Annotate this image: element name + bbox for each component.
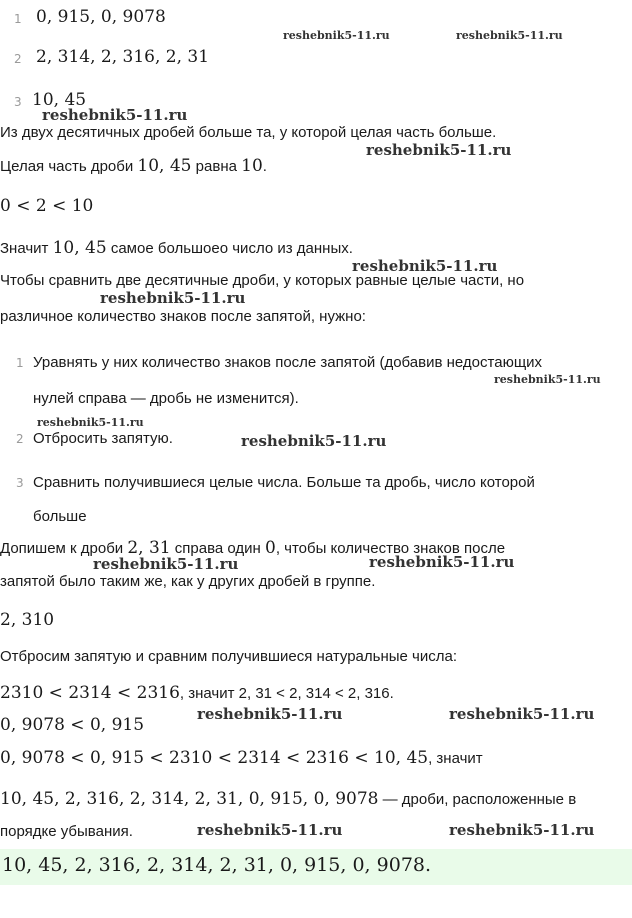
paragraph-line: Допишем к дроби 2, 31 справа один 0, чтобы количество знаков после	[0, 538, 506, 558]
answer-text: 10, 45, 2, 316, 2, 314, 2, 31, 0, 915, 0, 9078.	[2, 854, 432, 876]
watermark: reshebnik5-11.ru	[456, 29, 563, 42]
watermark: reshebnik5-11.ru	[241, 432, 387, 450]
list-number: 2	[16, 432, 24, 446]
inequality: 0, 9078 < 0, 915	[0, 715, 145, 735]
list-item-line: больше	[33, 508, 87, 525]
list-number: 2	[14, 52, 22, 66]
list-item-line: нулей справа — дробь не изменится).	[33, 390, 299, 407]
inequality: 2310 < 2314 < 2316, значит 2, 31 < 2, 314 < 2, 316.	[0, 683, 394, 703]
list-item-line: Отбросить запятую.	[33, 430, 173, 447]
math-expression: 2, 314, 2, 316, 2, 31	[36, 47, 210, 67]
watermark: reshebnik5-11.ru	[369, 553, 515, 571]
paragraph-line: различное количество знаков после запятой, нужно:	[0, 308, 366, 325]
list-item-line: Сравнить получившиеся целые числа. Больше та дробь, число которой	[33, 474, 535, 491]
paragraph: Целая часть дроби 10, 45 равна 10.	[0, 156, 267, 176]
list-number: 3	[14, 95, 22, 109]
list-number: 1	[16, 356, 24, 370]
watermark: reshebnik5-11.ru	[42, 106, 188, 124]
math-expression: 10, 45	[32, 90, 87, 110]
list-item-line: Уравнять у них количество знаков после запятой (добавив недостающих	[33, 354, 543, 371]
list-number: 3	[16, 476, 24, 490]
watermark: reshebnik5-11.ru	[283, 29, 390, 42]
watermark: reshebnik5-11.ru	[93, 555, 239, 573]
watermark: reshebnik5-11.ru	[494, 373, 601, 386]
paragraph: Значит 10, 45 самое большоео число из данных.	[0, 238, 353, 258]
list-number: 1	[14, 12, 22, 26]
watermark: reshebnik5-11.ru	[352, 257, 498, 275]
answer-box	[0, 849, 632, 885]
watermark: reshebnik5-11.ru	[197, 705, 343, 723]
inequality: 0, 9078 < 0, 915 < 2310 < 2314 < 2316 < 10, 45, значит	[0, 748, 483, 768]
math-expression: 2, 310	[0, 610, 55, 630]
paragraph-line: запятой было таким же, как у других дробей в группе.	[0, 573, 376, 590]
watermark: reshebnik5-11.ru	[197, 821, 343, 839]
paragraph: Из двух десятичных дробей больше та, у которой целая часть больше.	[0, 124, 497, 141]
paragraph: Отбросим запятую и сравним получившиеся натуральные числа:	[0, 648, 457, 665]
math-expression: 0, 915, 0, 9078	[36, 7, 166, 27]
watermark: reshebnik5-11.ru	[37, 416, 144, 429]
watermark: reshebnik5-11.ru	[449, 821, 595, 839]
paragraph-line: порядке убывания.	[0, 823, 133, 840]
paragraph-line: Чтобы сравнить две десятичные дроби, у которых равные целые части, но	[0, 272, 525, 289]
paragraph-line: 10, 45, 2, 316, 2, 314, 2, 31, 0, 915, 0, 9078 — дроби, расположенные в	[0, 789, 577, 809]
watermark: reshebnik5-11.ru	[100, 289, 246, 307]
inequality: 0 < 2 < 10	[0, 196, 94, 216]
watermark: reshebnik5-11.ru	[449, 705, 595, 723]
watermark: reshebnik5-11.ru	[366, 141, 512, 159]
